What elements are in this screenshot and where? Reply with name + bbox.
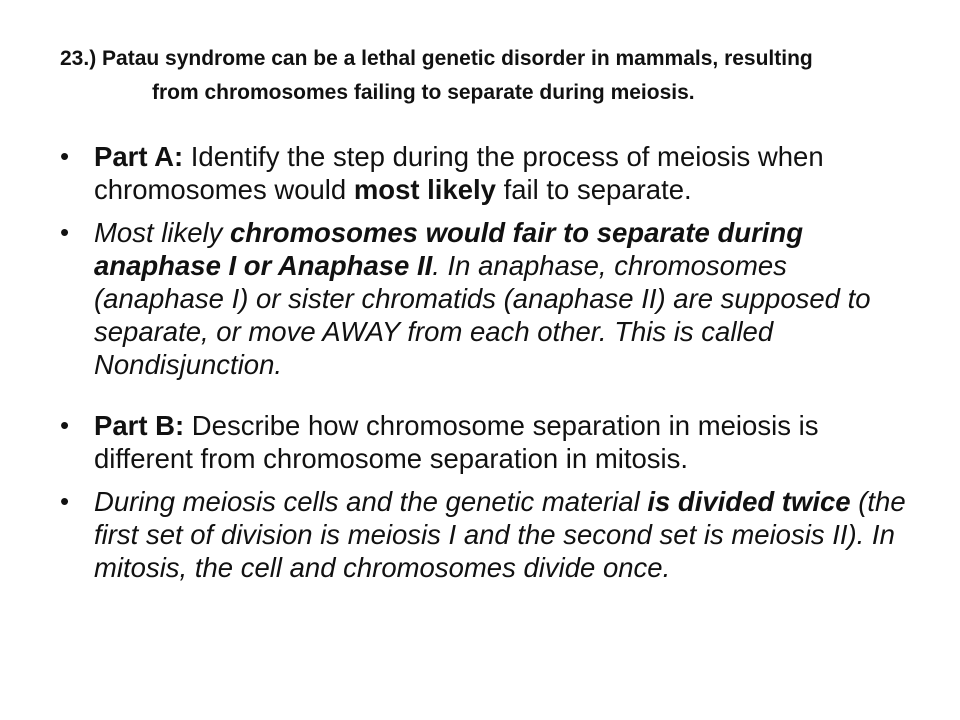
- bullet-list: [60, 140, 910, 594]
- part-a-text: Identify the step during the process of meiosis when chromosomes would: [94, 141, 824, 205]
- answer-b-intro: During meiosis cells and the genetic material: [94, 486, 648, 517]
- bullet-part-a: [60, 140, 910, 206]
- question-title: [60, 42, 940, 110]
- part-a-label: Part A:: [94, 141, 184, 172]
- bullet-dot-icon: •: [60, 141, 70, 171]
- bullet-dot-icon: •: [60, 217, 70, 247]
- bullet-dot-icon: •: [60, 410, 70, 440]
- answer-a-emphasis: chromosomes would fair to separate during anaphase I or Anaphase II: [94, 217, 804, 281]
- answer-a-intro: Most likely: [94, 217, 230, 248]
- bullet-answer-b: [60, 485, 910, 584]
- answer-b-emphasis: is divided twice: [647, 486, 851, 517]
- question-title-line-1: 23.) Patau syndrome can be a lethal genetic disorder in mammals, resulting: [60, 47, 813, 70]
- answer-b-rest: (the first set of division is meiosis I and the second set is meiosis II). In mitosis, the cell and chromosomes divide once.: [94, 486, 906, 583]
- part-a-emphasis: most likely: [353, 174, 496, 205]
- question-title-line-2: from chromosomes failing to separate during meiosis.: [152, 81, 695, 104]
- bullet-answer-a: [60, 216, 910, 381]
- part-b-label: Part B:: [94, 410, 185, 441]
- answer-a-rest: . In anaphase, chromosomes (anaphase I) or sister chromatids (anaphase II) are supposed to separate, or move AWAY from each other. This is called Nondisjunction.: [94, 250, 871, 380]
- bullet-part-b: [60, 409, 910, 475]
- part-b-text: Describe how chromosome separation in meiosis is different from chromosome separation in mitosis.: [94, 410, 819, 474]
- part-a-text-end: fail to separate.: [495, 174, 692, 205]
- bullet-dot-icon: •: [60, 486, 70, 516]
